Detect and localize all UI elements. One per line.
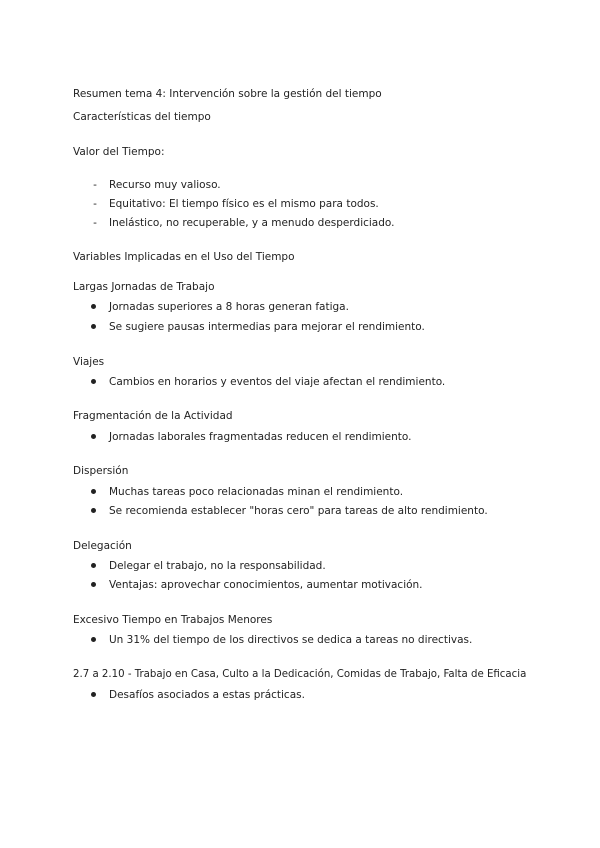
bullet-icon xyxy=(91,489,96,494)
bullet-icon xyxy=(91,304,96,309)
bullet-icon xyxy=(91,637,96,642)
list-item: Se sugiere pausas intermedias para mejorar el rendimiento. xyxy=(109,321,425,333)
list-item: Equitativo: El tiempo físico es el mismo para todos. xyxy=(109,198,379,210)
dash-marker: - xyxy=(93,198,97,210)
section-heading: Excesivo Tiempo en Trabajos Menores xyxy=(73,614,273,626)
section-heading: Dispersión xyxy=(73,465,129,477)
section-heading: Delegación xyxy=(73,540,132,552)
list-item: Muchas tareas poco relacionadas minan el rendimiento. xyxy=(109,486,404,498)
list-item: Desafíos asociados a estas prácticas. xyxy=(109,689,305,701)
bullet-icon xyxy=(91,563,96,568)
dash-marker: - xyxy=(93,217,97,229)
bullet-icon xyxy=(91,434,96,439)
list-item: Recurso muy valioso. xyxy=(109,179,221,191)
list-item: Se recomienda establecer "horas cero" para tareas de alto rendimiento. xyxy=(109,505,488,517)
list-item: Jornadas superiores a 8 horas generan fatiga. xyxy=(109,301,349,313)
bullet-icon xyxy=(91,324,96,329)
section-heading: Largas Jornadas de Trabajo xyxy=(73,281,215,293)
section-heading: 2.7 a 2.10 - Trabajo en Casa, Culto a la Dedicación, Comidas de Trabajo, Falta de Eficacia xyxy=(73,669,527,680)
bullet-icon xyxy=(91,508,96,513)
bullet-icon xyxy=(91,692,96,697)
document-title: Resumen tema 4: Intervención sobre la gestión del tiempo xyxy=(73,88,382,100)
list-item: Inelástico, no recuperable, y a menudo desperdiciado. xyxy=(109,217,395,229)
list-item: Delegar el trabajo, no la responsabilidad. xyxy=(109,560,326,572)
bullet-icon xyxy=(91,379,96,384)
section-heading: Viajes xyxy=(73,356,105,368)
variables-heading: Variables Implicadas en el Uso del Tiempo xyxy=(73,251,295,263)
section-heading: Fragmentación de la Actividad xyxy=(73,410,233,422)
list-item: Ventajas: aprovechar conocimientos, aumentar motivación. xyxy=(109,579,423,591)
list-item: Cambios en horarios y eventos del viaje afectan el rendimiento. xyxy=(109,376,446,388)
list-item: Un 31% del tiempo de los directivos se dedica a tareas no directivas. xyxy=(109,634,473,646)
valor-heading: Valor del Tiempo: xyxy=(73,146,165,158)
section-subtitle: Características del tiempo xyxy=(73,111,211,123)
bullet-icon xyxy=(91,582,96,587)
list-item: Jornadas laborales fragmentadas reducen el rendimiento. xyxy=(109,431,412,443)
dash-marker: - xyxy=(93,179,97,191)
